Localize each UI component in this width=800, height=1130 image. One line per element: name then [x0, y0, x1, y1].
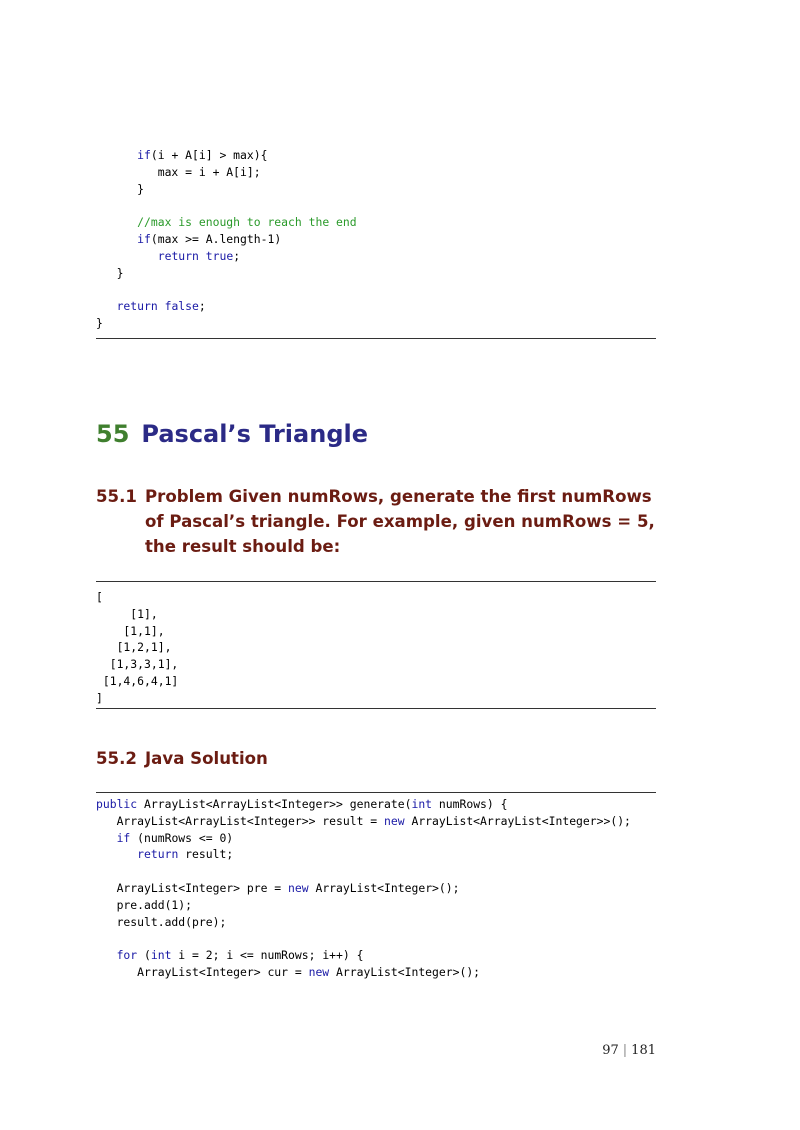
code-text: [1,3,3,1], [96, 657, 179, 672]
code-text: ArrayList<Integer>(); [308, 880, 460, 895]
page-number: 97 [602, 1043, 619, 1058]
code-text: (max >= A.length-1) [150, 231, 282, 246]
code-text: result.add(pre); [96, 914, 227, 929]
code-text [96, 948, 117, 962]
code-text: result; [178, 847, 234, 862]
code-text [96, 831, 117, 845]
problem-number: 55.1 [96, 487, 137, 506]
code-line [96, 930, 631, 947]
code-line [96, 214, 357, 231]
code-line [96, 589, 178, 606]
code-keyword: if [116, 830, 131, 845]
code-line [96, 673, 178, 690]
example-output-block [96, 589, 178, 707]
code-line [96, 147, 357, 164]
code-line [96, 830, 631, 847]
code-block-top [96, 147, 357, 332]
code-keyword: public [96, 797, 138, 811]
code-line [96, 281, 357, 298]
code-line [96, 164, 357, 181]
code-line [96, 248, 357, 265]
code-text [96, 232, 137, 246]
problem-heading [96, 484, 658, 559]
section-number: 55 [96, 420, 130, 448]
code-text: [1,1], [96, 623, 165, 638]
code-line [96, 197, 357, 214]
section-heading [96, 420, 368, 448]
code-text: ; [198, 299, 206, 314]
code-text: ] [96, 690, 103, 705]
code-keyword: int [411, 797, 433, 811]
code-text: } [96, 265, 124, 280]
code-text [96, 847, 137, 861]
code-line [96, 623, 178, 640]
code-text: ArrayList<Integer> pre = [96, 880, 289, 895]
code-text [96, 249, 158, 263]
code-comment: //max is enough to reach the end [137, 215, 357, 230]
code-line [96, 897, 631, 914]
solution-number: 55.2 [96, 749, 137, 768]
code-block-top-bottom-rule [96, 338, 656, 339]
code-keyword: true [205, 248, 234, 263]
code-line [96, 964, 631, 981]
code-line [96, 231, 357, 248]
solution-code-top-rule [96, 792, 656, 793]
code-keyword: int [150, 948, 172, 963]
code-line [96, 265, 357, 282]
page-total: 181 [631, 1043, 656, 1058]
code-keyword: new [288, 880, 309, 895]
code-text: [1,4,6,4,1] [96, 673, 179, 688]
code-text: ( [137, 948, 151, 963]
solution-heading [96, 746, 658, 771]
code-line [96, 315, 357, 332]
example-top-rule [96, 581, 656, 582]
page-footer [602, 1043, 656, 1058]
code-text: pre.add(1); [96, 897, 193, 912]
code-keyword: return [116, 299, 158, 314]
code-line [96, 796, 631, 813]
section-title: Pascal’s Triangle [141, 420, 368, 448]
code-line [96, 690, 178, 707]
code-line [96, 880, 631, 897]
code-text: [1], [96, 606, 158, 621]
code-line [96, 813, 631, 830]
code-text: [1,2,1], [96, 640, 172, 655]
code-keyword: new [308, 964, 330, 979]
code-text: ArrayList<Integer> cur = [96, 964, 309, 979]
code-text [199, 249, 206, 263]
code-keyword: return [157, 248, 199, 263]
code-keyword: if [137, 148, 151, 162]
code-text [96, 299, 117, 313]
code-text [158, 299, 165, 313]
code-line [96, 606, 178, 623]
code-text: [ [96, 590, 103, 604]
code-keyword: false [164, 299, 199, 314]
code-text: ; [233, 248, 241, 263]
code-line [96, 846, 631, 863]
code-text [96, 148, 137, 162]
code-text: } [96, 181, 145, 196]
code-keyword: for [116, 948, 138, 963]
code-line [96, 947, 631, 964]
code-text: ArrayList<ArrayList<Integer>> generate( [137, 797, 412, 811]
code-line [96, 914, 631, 931]
code-line [96, 298, 357, 315]
code-text: (i + A[i] > max){ [150, 148, 268, 162]
code-line [96, 639, 178, 656]
example-bottom-rule [96, 708, 656, 709]
code-text: (numRows <= 0) [130, 830, 234, 845]
code-keyword: new [384, 813, 405, 828]
page-separator: | [622, 1043, 628, 1058]
solution-title: Java Solution [145, 749, 268, 768]
code-text [96, 215, 137, 229]
code-text: max = i + A[i]; [96, 164, 261, 179]
code-keyword: if [137, 231, 151, 246]
code-block-solution [96, 796, 631, 981]
code-line [96, 863, 631, 880]
code-text: i = 2; i <= numRows; i++) { [171, 948, 364, 963]
code-line [96, 656, 178, 673]
problem-text: Problem Given numRows, generate the first numRows of Pascal’s triangle. For example, given numRows = 5, the result should be: [145, 487, 655, 556]
code-text: ArrayList<ArrayList<Integer>> result = [96, 813, 385, 828]
code-text: numRows) { [432, 797, 508, 811]
code-text: ArrayList<ArrayList<Integer>>(); [404, 813, 631, 828]
code-line [96, 181, 357, 198]
code-keyword: return [137, 847, 179, 862]
code-text: ArrayList<Integer>(); [329, 964, 481, 979]
code-text: } [96, 315, 103, 330]
